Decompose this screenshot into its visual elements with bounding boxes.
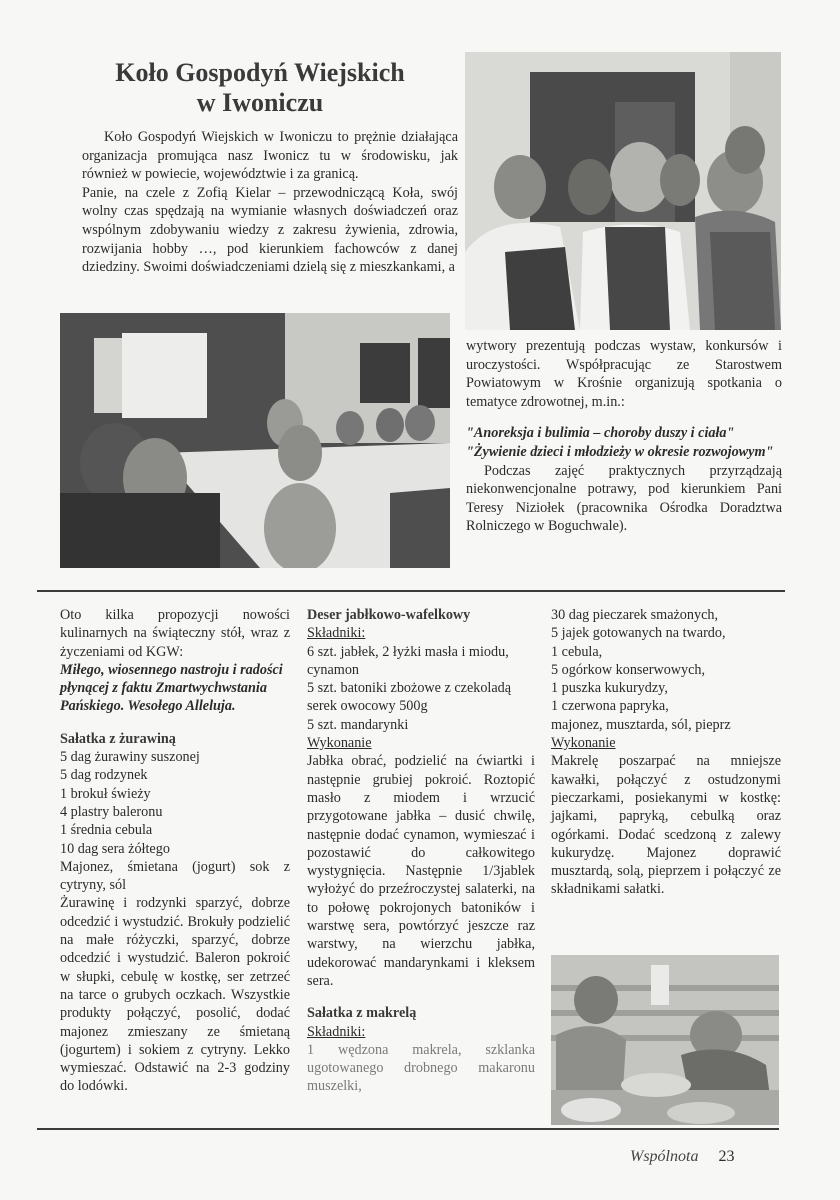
ingredient-item: serek owocowy 500g	[307, 698, 428, 715]
ingredient-item: 1 cebula,	[551, 643, 603, 660]
section-divider	[37, 590, 785, 592]
ingredient-item: 5 dag rodzynek	[60, 767, 148, 784]
recipe-title-mackerel-salad: Sałatka z makrelą	[307, 1005, 417, 1022]
intro-paragraph-2: Panie, na czele z Zofią Kielar – przewodniczącą Koła, swój wolny czas spędzają na wymianie własnych doświadczeń oraz wspólnym zdobywaniu wiedzy z zakresu żywienia, zdrowia, rozwijania hobby …, pod kierunkiem fachowców z danej dziedziny. Swoimi doświadczeniami dzielą się z mieszkankami, a	[82, 184, 458, 276]
recipe-title-cranberry-salad: Sałatka z żurawiną	[60, 730, 176, 747]
ingredient-item: 5 ogórkow konserwowych,	[551, 661, 706, 678]
photo-cooking-workshop	[551, 955, 779, 1125]
recipe-column-1	[60, 606, 290, 1096]
ingredient-item: 1 wędzona makrela, szklanka ugotowanego drobnego makaronu muszelki,	[307, 1041, 535, 1095]
ingredient-item: 1 puszka kukurydzy,	[551, 680, 668, 697]
recipe-column-3	[551, 606, 781, 899]
ingredient-item: 5 dag żurawiny suszonej	[60, 749, 200, 766]
photo-meeting-room	[60, 313, 450, 568]
ingredient-item: 5 szt. batoniki zbożowe z czekoladą	[307, 680, 512, 697]
recipe-method-cranberry-salad: Żurawinę i rodzynki sparzyć, dobrze odcedzić i wystudzić. Brokuły podzielić na małe różyczki, sparzyć, dobrze odcedzić i wystudzić. Baleron pokroić w słupki, cebulę w kostkę, ser zetrzeć na tarce o grubych oczkach. Wszystkie produkty połączyć, posolić, dodać majonez zmieszany ze śmietaną (jogurtem) i sokiem z cytryny. Lekko wymieszać. Odstawić na 2-3 godziny do lodówki.	[60, 895, 290, 1095]
easter-wishes: Miłego, wiosennego nastroju i radości płynącej z faktu Zmartwychwstania Pańskiego. Wesołego Alleluja.	[60, 661, 283, 715]
ingredients-label: Składniki:	[307, 1023, 366, 1040]
recipe-column-2	[307, 606, 535, 1096]
right-paragraph-2: Podczas zajęć praktycznych przyrządzają niekonwencjonalne potrawy, pod kierunkiem Pani Teresy Niziołek (pracownika Ośrodka Doradztwa Rolniczego w Boguchwale).	[466, 462, 782, 535]
title-line-1: Koło Gospodyń Wiejskich	[115, 58, 405, 87]
ingredient-item: 1 czerwona papryka,	[551, 698, 669, 715]
method-label: Wykonanie	[307, 735, 372, 752]
recipe-title-apple-dessert: Deser jabłkowo-wafelkowy	[307, 607, 471, 623]
recipe-method-apple-dessert: Jabłka obrać, podzielić na ćwiartki i następnie grubiej pokroić. Roztopić masło z miodem i wrzucić przygotowane jabłka – dusić chwilę, następnie dodać cynamon, wymieszać i pozostawić do całkowitego wystygnięcia. Następnie 1/3jablek wyłożyć do przeźroczystej salaterki, na to połowę pokrojonych batoników i warstwę sera, powtórzyć jeszcze raz warstwy, na wierzchu jabłka, udekorować mandarynkami i kleksem sera.	[307, 753, 535, 989]
page-number: 23	[718, 1148, 735, 1165]
recipe-method-mackerel-salad: Makrelę poszarpać na mniejsze kawałki, połączyć z ostudzonymi pieczarkami, posiekanymi w kostkę: jajkami, papryką, cebulką oraz ogórkami. Dodać scedzoną z zalewy kukurydzę. Majonez doprawić musztardą, solą, pieprzem i połączyć ze składnikami sałatki.	[551, 753, 781, 898]
method-label: Wykonanie	[551, 735, 616, 752]
footer-divider	[37, 1128, 779, 1130]
title-line-2: w Iwoniczu	[196, 88, 324, 117]
article-title	[60, 58, 460, 118]
lecture-title-1: "Anoreksja i bulimia – choroby duszy i ciała"	[466, 425, 735, 442]
ingredient-item: 1 średnia cebula	[60, 822, 153, 839]
right-column-text	[466, 337, 782, 536]
recipes-lead: Oto kilka propozycji nowości kulinarnych na świąteczny stół, wraz z życzeniami od KGW:	[60, 607, 290, 660]
intro-paragraph-1: Koło Gospodyń Wiejskich w Iwoniczu to prężnie działająca organizacja promująca nasz Iwonicz tu w środowisku, jak również w powiecie, województwie i za granicą.	[82, 129, 458, 183]
lecture-title-2: "Żywienie dzieci i młodzieży w okresie rozwojowym"	[466, 443, 774, 460]
intro-text	[82, 128, 458, 277]
photo-women-in-costumes	[465, 52, 781, 330]
ingredient-item: majonez, musztarda, sól, pieprz	[551, 716, 731, 733]
ingredient-item: 6 szt. jabłek, 2 łyżki masła i miodu, cynamon	[307, 643, 509, 678]
ingredient-item: Majonez, śmietana (jogurt) sok z cytryny, sól	[60, 858, 290, 894]
ingredient-item: 30 dag pieczarek smażonych,	[551, 607, 719, 623]
ingredients-label: Składniki:	[307, 625, 366, 642]
ingredient-item: 5 szt. mandarynki	[307, 716, 409, 733]
page-footer	[630, 1148, 734, 1166]
ingredient-item: 10 dag sera żółtego	[60, 840, 170, 857]
ingredient-item: 4 plastry baleronu	[60, 803, 163, 820]
ingredient-item: 5 jajek gotowanych na twardo,	[551, 625, 726, 642]
right-paragraph-1: wytwory prezentują podczas wystaw, konkursów i uroczystości. Współpracując ze Starostwem Powiatowym w Krośnie organizują spotkania o tematyce zdrowotnej, m.in.:	[466, 338, 782, 410]
magazine-name: Wspólnota	[630, 1148, 699, 1165]
ingredient-item: 1 brokuł świeży	[60, 785, 151, 802]
